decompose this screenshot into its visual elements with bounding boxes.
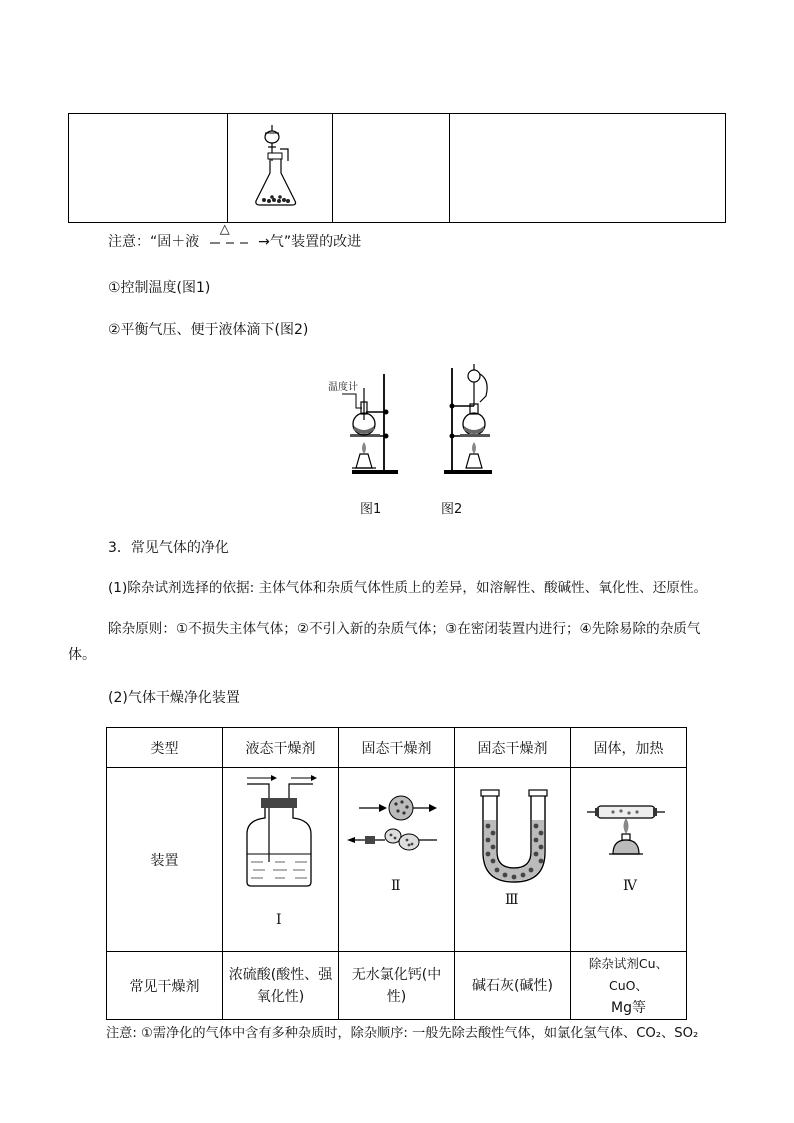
- header-cell-type: 类型: [107, 728, 223, 768]
- header-cell-liquid: 液态干燥剂: [223, 728, 339, 768]
- figure-1-caption: 图1: [360, 502, 382, 517]
- agent-4-line-2: Mg等: [611, 999, 646, 1016]
- drying-apparatus-table: [106, 727, 687, 1020]
- section-3-sub-2: (2)气体干燥净化装置: [108, 690, 240, 706]
- heat-arrow: [204, 222, 254, 252]
- section-3-para-2-line-2: 体。: [68, 647, 96, 663]
- heat-triangle-symbol: △: [219, 222, 230, 237]
- device-cell-2: [339, 768, 455, 952]
- u-tube-icon: [457, 786, 567, 896]
- agent-cell-2: [339, 952, 455, 1020]
- top-table-cell-3: [333, 114, 450, 223]
- section-3-para-2-line-1: 除杂原则：①不损失主体气体；②不引入新的杂质气体；③在密闭装置内进行；④先除易除的杂质气: [108, 621, 701, 637]
- gas-washing-bottle-icon: [225, 774, 335, 904]
- agent-cell-3: [455, 952, 571, 1020]
- note-suffix: →气”装置的改进: [258, 234, 362, 250]
- device-row-label: 装置: [107, 768, 223, 952]
- device-cell-1: [223, 768, 339, 952]
- header-cell-solid-heat: 固体，加热: [571, 728, 687, 768]
- agent-row-label: 常见干燥剂: [107, 952, 223, 1020]
- header-cell-solid-2: 固态干燥剂: [455, 728, 571, 768]
- agent-4-line-1: 除杂试剂Cu、CuO、: [588, 955, 669, 993]
- agent-2-line-1: 无水氯化钙(中: [351, 966, 442, 983]
- agent-cell-4: [571, 952, 687, 1020]
- heated-tube-icon: [573, 794, 683, 884]
- agent-1-line-2: 氧化性): [256, 988, 305, 1005]
- top-table-cell-1: [69, 114, 228, 223]
- section-3-heading: 3．常见气体的净化: [108, 540, 229, 556]
- table-device-row: [107, 768, 687, 952]
- agent-cell-1: [223, 952, 339, 1020]
- note-purification-order: 注意: ①需净化的气体中含有多种杂质时，除杂顺序: 一般先除去酸性气体，如氯化氢气体、CO₂、SO₂: [106, 1026, 699, 1041]
- device-cell-3: [455, 768, 571, 952]
- drying-tube-icon: [341, 784, 451, 884]
- device-label-2: Ⅱ: [391, 878, 401, 894]
- device-cell-4: [571, 768, 687, 952]
- device-label-1: Ⅰ: [276, 912, 282, 928]
- point-control-temperature: ①控制温度(图1): [108, 280, 211, 296]
- device-label-3: Ⅲ: [505, 892, 519, 908]
- table-header-row: [107, 728, 687, 768]
- header-cell-solid-1: 固态干燥剂: [339, 728, 455, 768]
- agent-3-line-1: 碱石灰(碱性): [472, 977, 553, 994]
- section-3-para-1: (1)除杂试剂选择的依据: 主体气体和杂质气体性质上的差异，如溶解性、酸碱性、氧化性、还原性。: [108, 580, 708, 596]
- point-balance-pressure: ②平衡气压、便于液体滴下(图2): [108, 322, 309, 338]
- top-apparatus-table: [68, 113, 726, 223]
- dashed-arrow-icon: [204, 232, 254, 252]
- note-solid-liquid-heat: [108, 222, 362, 252]
- agent-2-line-2: 性): [386, 988, 407, 1005]
- device-label-4: Ⅳ: [623, 878, 637, 894]
- top-table-cell-2: [228, 114, 333, 223]
- agent-1-line-1: 浓硫酸(酸性、强: [228, 966, 333, 983]
- figure-2-caption: 图2: [441, 502, 463, 517]
- note-prefix: 注意：“固＋液: [108, 234, 200, 250]
- thermometer-label: 温度计: [328, 382, 358, 393]
- flask-with-funnel-icon: [250, 121, 310, 211]
- table-agent-row: [107, 952, 687, 1020]
- top-table-cell-4: [450, 114, 726, 223]
- figure-2-apparatus: [440, 362, 510, 478]
